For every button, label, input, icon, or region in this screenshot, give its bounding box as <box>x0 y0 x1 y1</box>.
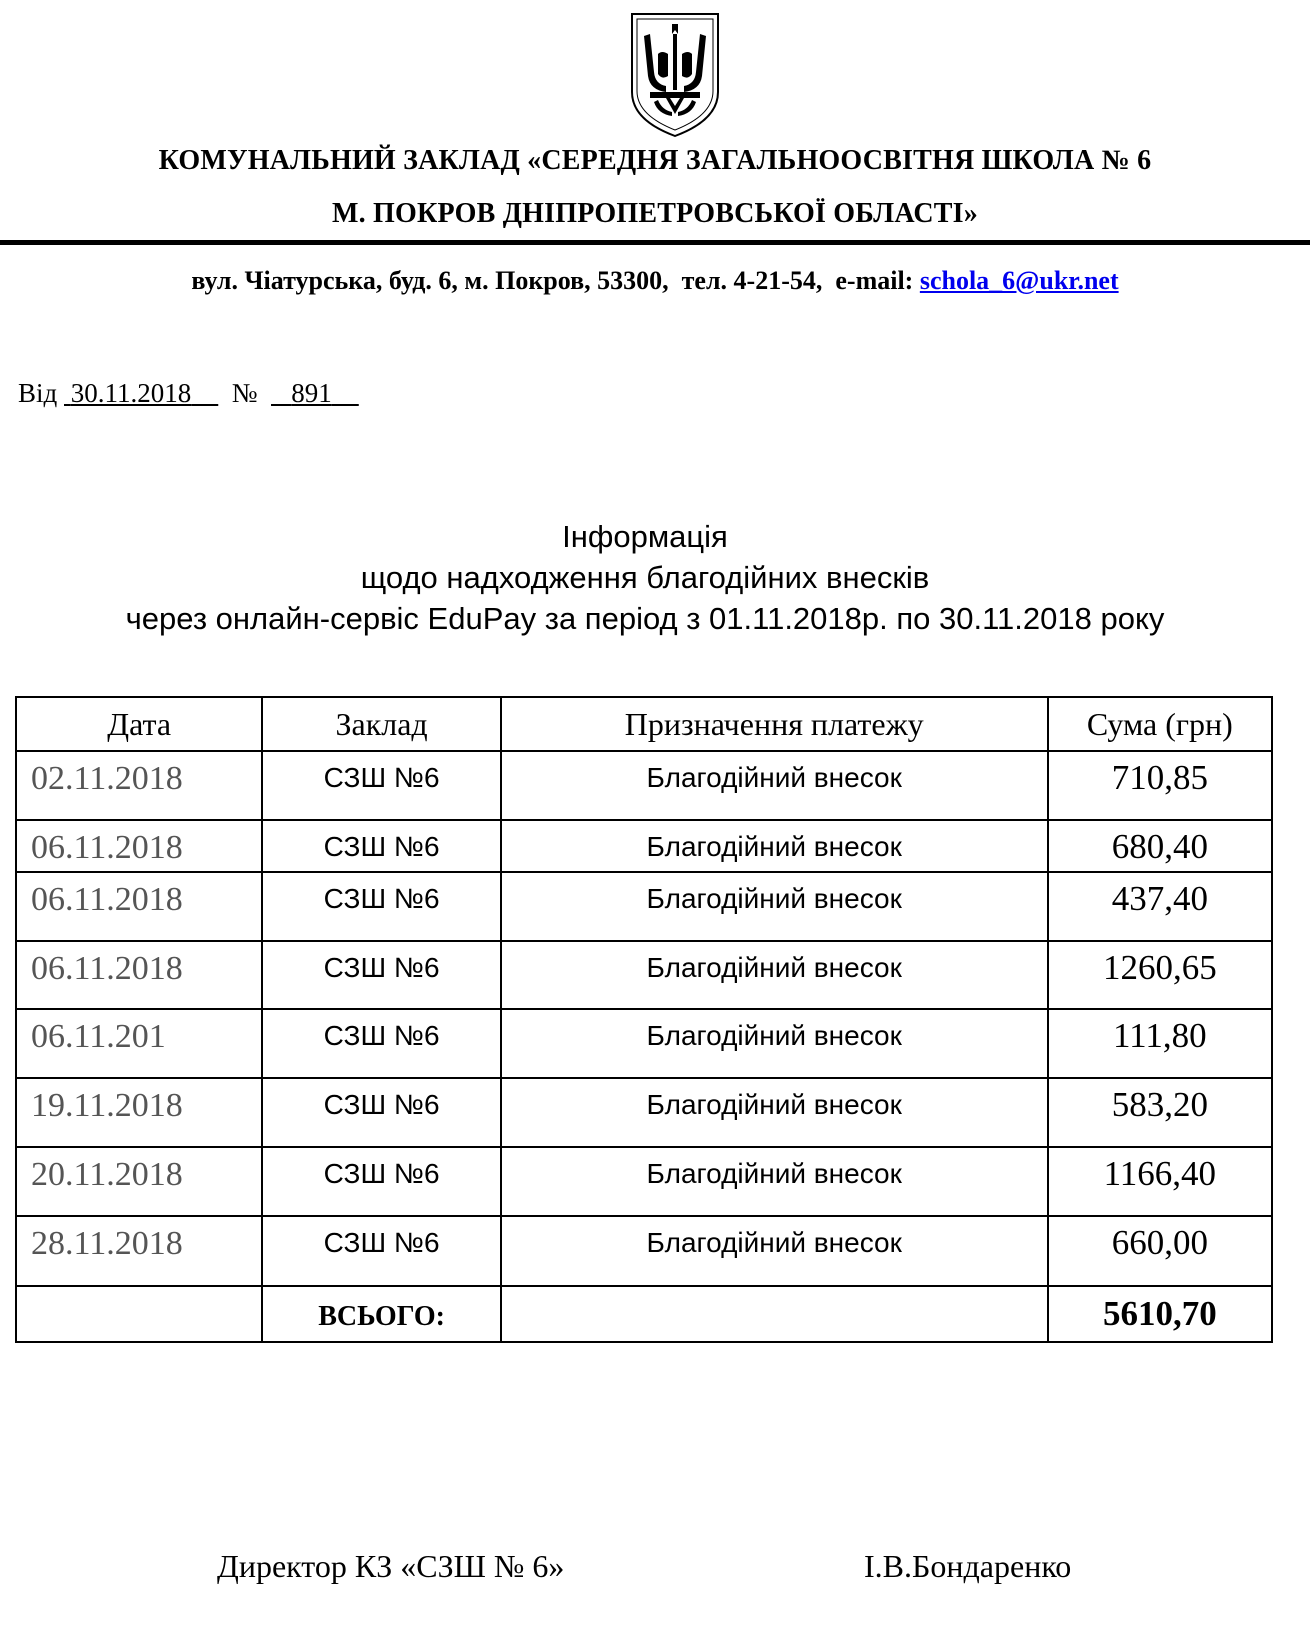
contact-text: вул. Чіатурська, буд. 6, м. Покров, 53300, тел. 4-21-54, e-mail: <box>191 266 920 295</box>
table-row <box>16 1147 1272 1216</box>
document-title <box>0 516 1290 639</box>
signature-role: Директор КЗ «СЗШ № 6» <box>217 1548 565 1584</box>
row-institution: СЗШ №6 <box>262 1147 500 1216</box>
header-amount: Сума (грн) <box>1048 697 1272 751</box>
row-purpose: Благодійний внесок <box>501 751 1048 820</box>
row-institution: СЗШ №6 <box>262 751 500 820</box>
row-purpose: Благодійний внесок <box>501 1078 1048 1147</box>
row-purpose: Благодійний внесок <box>501 1216 1048 1286</box>
row-institution: СЗШ №6 <box>262 1078 500 1147</box>
total-amount: 5610,70 <box>1048 1286 1272 1342</box>
contact-info <box>0 266 1310 296</box>
row-date: 06.11.2018 <box>16 820 262 872</box>
row-institution: СЗШ №6 <box>262 941 500 1009</box>
table-row <box>16 872 1272 941</box>
row-purpose: Благодійний внесок <box>501 872 1048 941</box>
row-purpose: Благодійний внесок <box>501 941 1048 1009</box>
row-amount: 710,85 <box>1048 751 1272 820</box>
row-date: 02.11.2018 <box>16 751 262 820</box>
organization-name-line-1: КОМУНАЛЬНИЙ ЗАКЛАД «СЕРЕДНЯ ЗАГАЛЬНООСВІТНЯ ШКОЛА № 6 <box>158 145 1152 176</box>
row-date: 06.11.2018 <box>16 872 262 941</box>
table-row <box>16 820 1272 872</box>
table-row <box>16 751 1272 820</box>
table-header-row <box>16 697 1272 751</box>
row-amount: 660,00 <box>1048 1216 1272 1286</box>
document-number: 891 <box>291 378 332 408</box>
total-row <box>16 1286 1272 1342</box>
row-purpose: Благодійний внесок <box>501 1009 1048 1078</box>
row-date: 19.11.2018 <box>16 1078 262 1147</box>
total-label: ВСЬОГО: <box>262 1286 500 1342</box>
row-amount: 1260,65 <box>1048 941 1272 1009</box>
organization-name-line-2: М. ПОКРОВ ДНІПРОПЕТРОВСЬКОЇ ОБЛАСТІ» <box>332 198 978 229</box>
header-institution: Заклад <box>262 697 500 751</box>
table-row <box>16 941 1272 1009</box>
title-line-2: щодо надходження благодійних внесків <box>360 560 930 595</box>
coat-of-arms-icon <box>628 10 722 140</box>
header-purpose: Призначення платежу <box>501 697 1048 751</box>
row-amount: 1166,40 <box>1048 1147 1272 1216</box>
row-amount: 583,20 <box>1048 1078 1272 1147</box>
row-date: 28.11.2018 <box>16 1216 262 1286</box>
row-amount: 680,40 <box>1048 820 1272 872</box>
payments-table <box>15 696 1273 1343</box>
row-institution: СЗШ №6 <box>262 820 500 872</box>
number-label: № <box>231 378 258 408</box>
row-date: 06.11.2018 <box>16 941 262 1009</box>
row-amount: 437,40 <box>1048 872 1272 941</box>
total-empty-cell <box>16 1286 262 1342</box>
row-amount: 111,80 <box>1048 1009 1272 1078</box>
table-row <box>16 1078 1272 1147</box>
signature-name: І.В.Бондаренко <box>864 1548 1072 1584</box>
row-institution: СЗШ №6 <box>262 1009 500 1078</box>
document-reference <box>18 378 359 409</box>
table-row <box>16 1216 1272 1286</box>
row-date: 06.11.201 <box>16 1009 262 1078</box>
title-line-3: через онлайн-сервіс EduPay за період з 01.11.2018р. по 30.11.2018 року <box>125 601 1165 636</box>
header-date: Дата <box>16 697 262 751</box>
header-divider <box>0 240 1310 245</box>
document-date: 30.11.2018 <box>70 378 192 408</box>
title-line-1: Інформація <box>562 519 728 554</box>
row-purpose: Благодійний внесок <box>501 820 1048 872</box>
row-date: 20.11.2018 <box>16 1147 262 1216</box>
row-purpose: Благодійний внесок <box>501 1147 1048 1216</box>
row-institution: СЗШ №6 <box>262 872 500 941</box>
from-label: Від <box>18 378 58 408</box>
total-empty-cell <box>501 1286 1048 1342</box>
table-row <box>16 1009 1272 1078</box>
email-link[interactable]: schola_6@ukr.net <box>919 266 1119 295</box>
row-institution: СЗШ №6 <box>262 1216 500 1286</box>
